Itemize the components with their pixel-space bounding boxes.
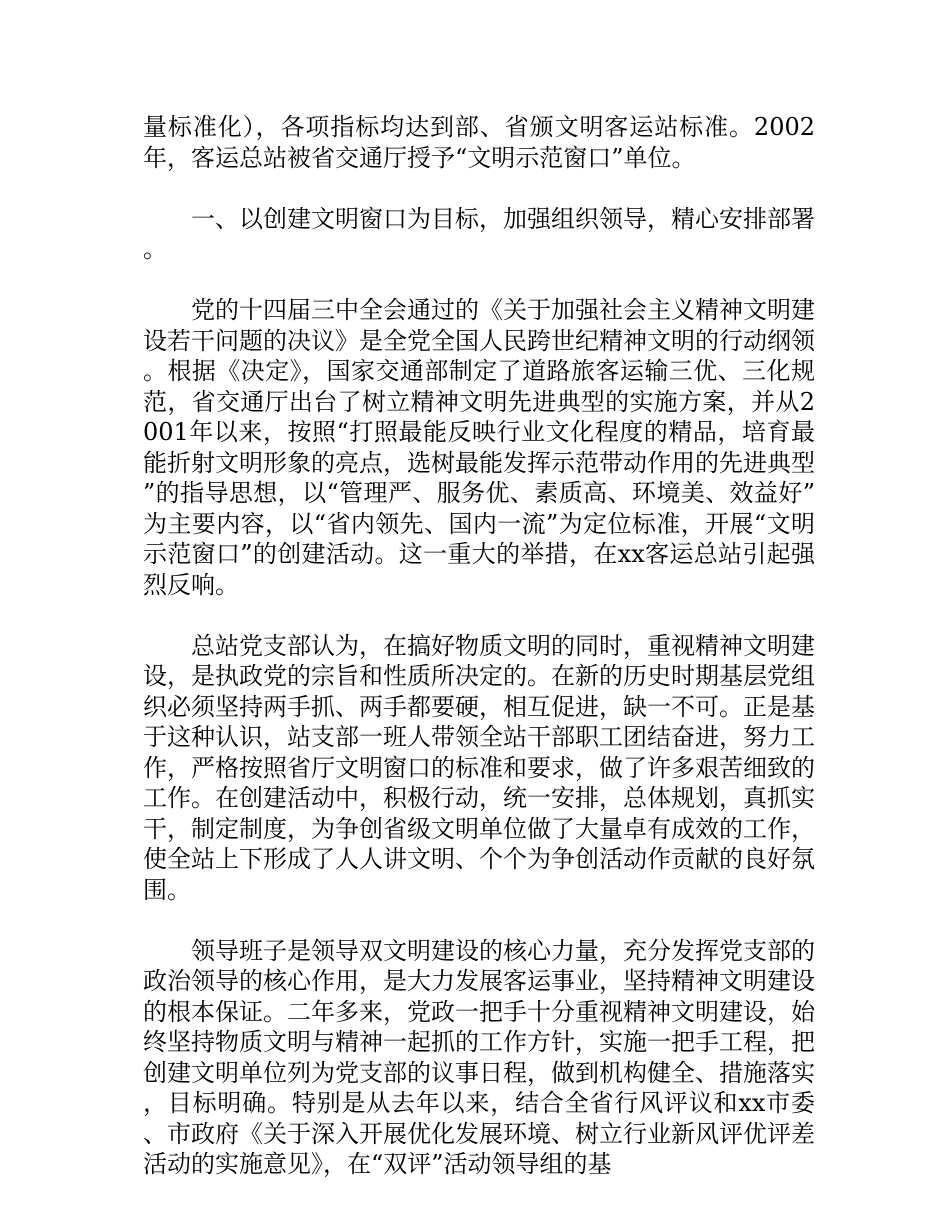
document-body bbox=[143, 112, 815, 1210]
paragraph-party-branch: 总站党支部认为，在搞好物质文明的同时，重视精神文明建设，是执政党的宗旨和性质所决定的。在新的历史时期基层党组织必须坚持两手抓、两手都要硬，相互促进，缺一不可。正是基于这种认识，站支部一班人带领全站干部职工团结奋进，努力工作，严格按照省厅文明窗口的标准和要求，做了许多艰苦细致的工作。在创建活动中，积极行动，统一安排，总体规划，真抓实干，制定制度，为争创省级文明单位做了大量卓有成效的工作，使全站上下形成了人人讲文明、个个为争创活动作贡献的良好氛围。 bbox=[143, 631, 815, 904]
section-heading-1: 一、以创建文明窗口为目标，加强组织领导，精心安排部署。 bbox=[143, 204, 815, 263]
paragraph-continuation: 量标准化），各项指标均达到部、省颁文明客运站标准。2002年，客运总站被省交通厅授予“文明示范窗口”单位。 bbox=[143, 113, 815, 172]
paragraph-background: 党的十四届三中全会通过的《关于加强社会主义精神文明建设若干问题的决议》是全党全国人民跨世纪精神文明的行动纲领。根据《决定》，国家交通部制定了道路旅客运输三优、三化规范，省交通厅出台了树立精神文明先进典型的实施方案，并从2001年以来，按照“打照最能反映行业文化程度的精品，培育最能折射文明形象的亮点，选树最能发挥示范带动作用的先进典型”的指导思想，以“管理严、服务优、素质高、环境美、效益好”为主要内容，以“省内领先、国内一流”为定位标准，开展“文明示范窗口”的创建活动。这一重大的举措，在xx客运总站引起强烈反响。 bbox=[143, 296, 815, 599]
paragraph-leadership: 领导班子是领导双文明建设的核心力量，充分发挥党支部的政治领导的核心作用，是大力发展客运事业，坚持精神文明建设的根本保证。二年多来，党政一把手十分重视精神文明建设，始终坚持物质文明与精神一起抓的工作方针，实施一把手工程，把创建文明单位列为党支部的议事日程，做到机构健全、措施落实，目标明确。特别是从去年以来，结合全省行风评议和xx市委、市政府《关于深入开展优化发展环境、树立行业新风评优评差活动的实施意见》，在“双评”活动领导组的基 bbox=[143, 936, 815, 1178]
